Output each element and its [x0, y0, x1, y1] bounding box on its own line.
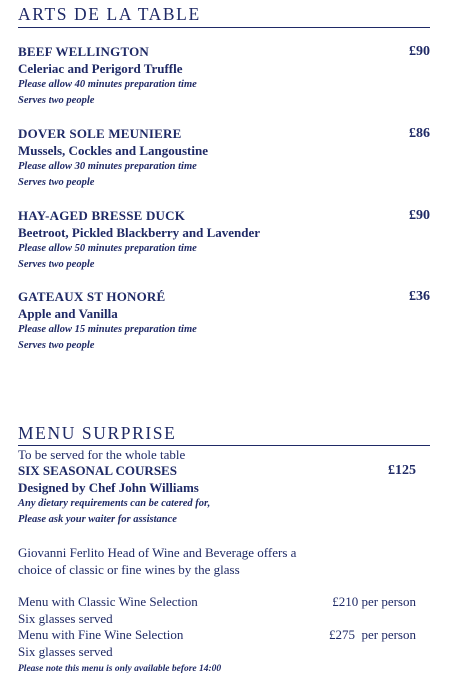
menu-item-bresse-duck — [18, 207, 430, 273]
dish-serves: Serves two people — [18, 177, 95, 188]
dish-description: Mussels, Cockles and Langoustine — [18, 143, 208, 158]
dish-serves: Serves two people — [18, 340, 95, 351]
surprise-courses — [18, 462, 430, 479]
section-title-arts: ARTS DE LA TABLE — [18, 4, 201, 24]
section-title-surprise: MENU SURPRISE — [18, 423, 177, 443]
dish-price: £86 — [409, 126, 430, 141]
surprise-intro: To be served for the whole table — [18, 447, 186, 462]
fine-wine-option — [18, 626, 430, 643]
fine-wine-label: Menu with Fine Wine Selection — [18, 627, 184, 642]
dish-description: Beetroot, Pickled Blackberry and Lavender — [18, 225, 261, 240]
classic-wine-option — [18, 593, 430, 610]
surprise-chef: Designed by Chef John Williams — [18, 480, 199, 495]
dish-price: £36 — [409, 289, 430, 304]
dish-prep-time: Please allow 50 minutes preparation time — [18, 243, 197, 254]
dish-price: £90 — [409, 208, 430, 223]
surprise-dietary-1: Any dietary requirements can be catered for, — [18, 498, 211, 509]
dish-description: Apple and Vanilla — [18, 306, 118, 321]
dish-name: HAY-AGED BRESSE DUCK — [18, 208, 186, 223]
wine-note-1: Giovanni Ferlito Head of Wine and Beverage offers a — [18, 545, 297, 560]
dish-name: DOVER SOLE MEUNIERE — [18, 126, 182, 141]
dish-prep-time: Please allow 30 minutes preparation time — [18, 161, 197, 172]
dish-serves: Serves two people — [18, 259, 95, 270]
dish-name: BEEF WELLINGTON — [18, 44, 149, 59]
menu-item-dover-sole — [18, 125, 430, 191]
dish-description: Celeriac and Perigord Truffle — [18, 61, 183, 76]
dish-serves: Serves two people — [18, 95, 95, 106]
surprise-courses-label: SIX SEASONAL COURSES — [18, 463, 177, 478]
menu-item-beef-wellington — [18, 43, 430, 109]
fine-wine-glasses: Six glasses served — [18, 644, 113, 659]
menu-item-gateaux-st-honore — [18, 288, 430, 354]
classic-wine-label: Menu with Classic Wine Selection — [18, 594, 198, 609]
surprise-footnote: Please note this menu is only available before 14:00 — [18, 664, 222, 674]
fine-wine-price: £275 per person — [328, 627, 416, 642]
dish-price: £90 — [409, 44, 430, 59]
wine-note-2: choice of classic or fine wines by the glass — [18, 562, 240, 577]
dish-prep-time: Please allow 15 minutes preparation time — [18, 324, 197, 335]
dish-name: GATEAUX ST HONORÉ — [18, 289, 166, 304]
section-divider — [18, 27, 430, 28]
dish-prep-time: Please allow 40 minutes preparation time — [18, 79, 197, 90]
classic-wine-price: £210 per person — [332, 594, 416, 609]
surprise-price: £125 — [388, 463, 416, 478]
surprise-dietary-2: Please ask your waiter for assistance — [18, 514, 177, 525]
classic-wine-glasses: Six glasses served — [18, 611, 113, 626]
